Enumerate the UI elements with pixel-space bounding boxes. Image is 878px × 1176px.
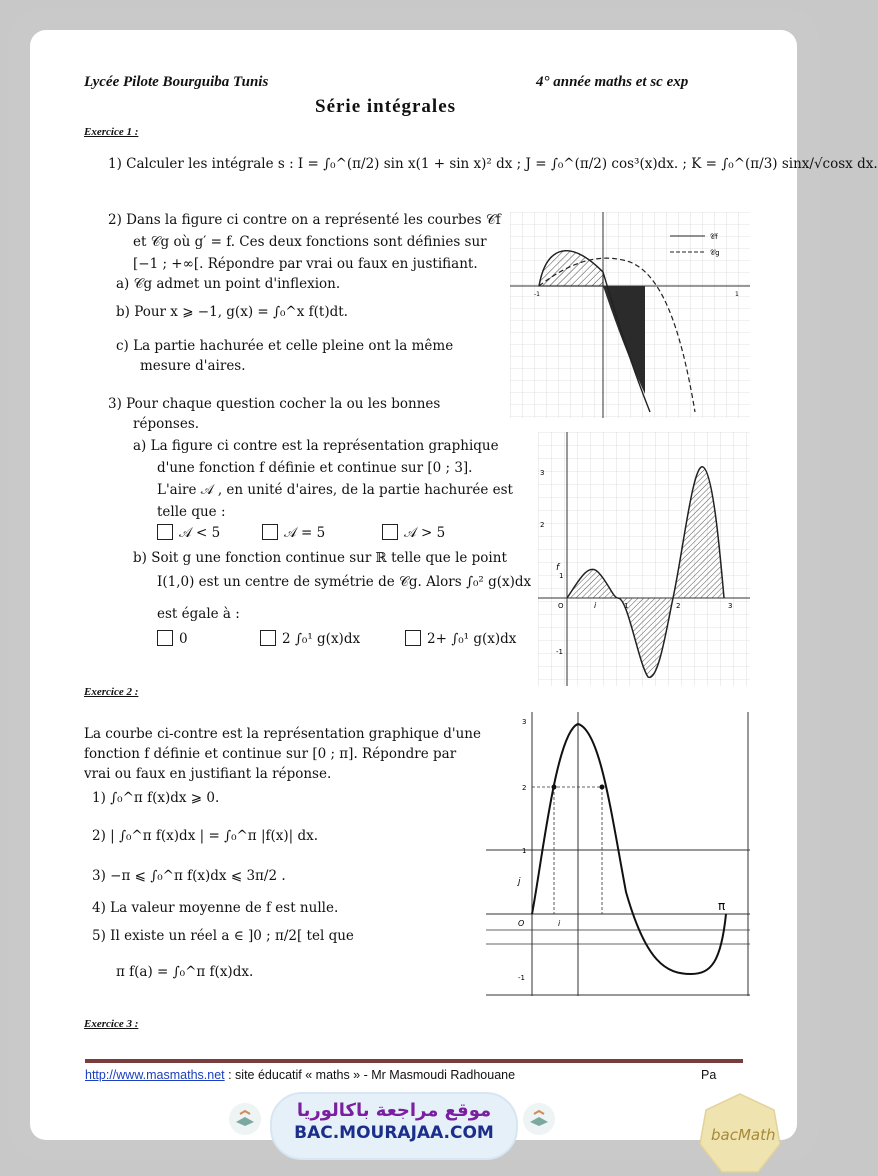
y-label-2: 2 <box>540 521 545 529</box>
banner-latin-text: BAC.MOURAJAA.COM <box>294 1123 494 1143</box>
ex1-q2-c-line-1: c) La partie hachurée et celle pleine ont la même <box>116 338 454 354</box>
ex1-q2-a: a) 𝒞g admet un point d'inflexion. <box>116 276 341 292</box>
class-level: 4° année maths et sc exp <box>536 74 689 90</box>
checkbox[interactable] <box>382 524 398 540</box>
ex1-q3b-line-3: est égale à : <box>157 606 240 622</box>
ex2-intro-line-2: fonction f définie et continue sur [0 ; π]. Répondre par <box>84 746 457 762</box>
ex1-q3-line-2: réponses. <box>133 416 200 432</box>
checkbox[interactable] <box>260 630 276 646</box>
y-label-2: 2 <box>522 784 527 792</box>
checkbox[interactable] <box>157 630 173 646</box>
exercise-1-label: Exercice 1 : <box>84 126 139 138</box>
tick-pos: 1 <box>735 291 739 298</box>
page-title: Série intégrales <box>315 96 457 117</box>
checkbox[interactable] <box>262 524 278 540</box>
banner-arabic-text: موقع مراجعة باكالوريا <box>296 1100 492 1121</box>
ex2-item-1: 1) ∫₀^π f(x)dx ⩾ 0. <box>92 790 220 806</box>
figure-f-pi <box>486 712 750 996</box>
ex1-q3-line-1: 3) Pour chaque question cocher la ou les bonnes <box>108 396 441 412</box>
svg-text:bacMath: bacMath <box>711 1126 776 1144</box>
ex1-q2-b: b) Pour x ⩾ −1, g(x) = ∫₀^x f(t)dt. <box>116 304 348 320</box>
y-label-minus-1: -1 <box>518 974 525 982</box>
ex1-q2-line-1: 2) Dans la figure ci contre on a représenté les courbes 𝒞f <box>108 212 501 228</box>
y-label-3: 3 <box>522 718 527 726</box>
option-area-equal-5[interactable]: 𝒜 = 5 <box>262 524 325 541</box>
book-logo-icon <box>522 1102 556 1136</box>
i-label: i <box>558 919 561 928</box>
book-logo-icon <box>228 1102 262 1136</box>
page-number: Pa <box>701 1068 717 1082</box>
ex2-intro-line-1: La courbe ci-contre est la représentation graphique d'une <box>84 726 481 742</box>
y-label-1: 1 <box>522 847 527 855</box>
x-label-3: 3 <box>728 602 733 610</box>
figure-f-hatched <box>538 432 750 686</box>
ex2-item-2: 2) | ∫₀^π f(x)dx | = ∫₀^π |f(x)| dx. <box>92 828 319 844</box>
exercise-2-label: Exercice 2 : <box>84 686 139 698</box>
option-two-integral[interactable]: 2 ∫₀¹ g(x)dx <box>260 630 360 647</box>
ex2-item-4: 4) La valeur moyenne de f est nulle. <box>92 900 339 916</box>
document-page <box>30 30 878 1144</box>
exercise-3-label: Exercice 3 : <box>84 1018 139 1030</box>
origin-label: O <box>518 919 525 928</box>
footer-text: http://www.masmaths.net : site éducatif « maths » - Mr Masmoudi Radhouane <box>85 1068 516 1082</box>
y-label-3: 3 <box>540 469 545 477</box>
legend-cf: 𝒞f <box>710 233 718 241</box>
y-label-minus-1: -1 <box>556 648 563 656</box>
option-area-greater-5[interactable]: 𝒜 > 5 <box>382 524 445 541</box>
ex1-q3a-line-1: a) La figure ci contre est la représentation graphique <box>133 438 499 454</box>
ex2-intro-line-3: vrai ou faux en justifiant la réponse. <box>84 766 332 782</box>
ex1-q3a-line-4: telle que : <box>157 504 226 520</box>
footer-link[interactable]: http://www.masmaths.net <box>85 1068 225 1082</box>
i-label: i <box>594 601 597 610</box>
option-area-less-5[interactable]: 𝒜 < 5 <box>157 524 220 541</box>
option-zero[interactable]: 0 <box>157 630 188 647</box>
ex1-q2-c-line-2: mesure d'aires. <box>140 358 246 374</box>
x-label-2: 2 <box>676 602 681 610</box>
f-label: f <box>556 563 560 573</box>
ex2-item-5: 5) Il existe un réel a ∈ ]0 ; π/2[ tel que <box>92 928 354 944</box>
option-two-plus-integral[interactable]: 2+ ∫₀¹ g(x)dx <box>405 630 516 647</box>
tick-neg: -1 <box>534 291 540 298</box>
legend-cg: 𝒞g <box>710 249 720 257</box>
footer-divider <box>85 1059 743 1063</box>
ex1-q3b-line-2: I(1,0) est un centre de symétrie de 𝒞g. Alors ∫₀² g(x)dx <box>157 574 532 590</box>
pi-label: π <box>718 899 726 913</box>
bacmath-logo <box>698 1092 782 1176</box>
ex1-q2-line-2: et 𝒞g où g′ = f. Ces deux fonctions sont définies sur <box>133 234 487 250</box>
ex2-item-6: π f(a) = ∫₀^π f(x)dx. <box>116 964 254 980</box>
ex1-q3a-line-3: L'aire 𝒜 , en unité d'aires, de la partie hachurée est <box>157 482 513 498</box>
ex2-item-3: 3) −π ⩽ ∫₀^π f(x)dx ⩽ 3π/2 . <box>92 868 286 884</box>
x-label-1: 1 <box>624 602 629 610</box>
j-label: j <box>518 877 521 887</box>
ex1-question-1: 1) Calculer les intégrale s : I = ∫₀^(π/2) sin x(1 + sin x)² dx ; J = ∫₀^(π/2) cos³(x)dx. ; K = ∫₀^(π/3) sinx/√cosx dx. <box>108 156 878 172</box>
bac-mourajaa-banner[interactable] <box>270 1092 518 1160</box>
ex1-q2-line-3: [−1 ; +∞[. Répondre par vrai ou faux en justifiant. <box>133 256 478 272</box>
y-label-1: 1 <box>559 572 564 580</box>
ex1-q3a-line-2: d'une fonction f définie et continue sur [0 ; 3]. <box>157 460 473 476</box>
ex1-q3b-line-1: b) Soit g une fonction continue sur ℝ telle que le point <box>133 550 507 566</box>
checkbox[interactable] <box>405 630 421 646</box>
school-name: Lycée Pilote Bourguiba Tunis <box>84 74 269 90</box>
curve-f-pi <box>532 724 726 974</box>
figure-cf-cg <box>510 212 750 418</box>
checkbox[interactable] <box>157 524 173 540</box>
origin-label: O <box>558 602 564 610</box>
